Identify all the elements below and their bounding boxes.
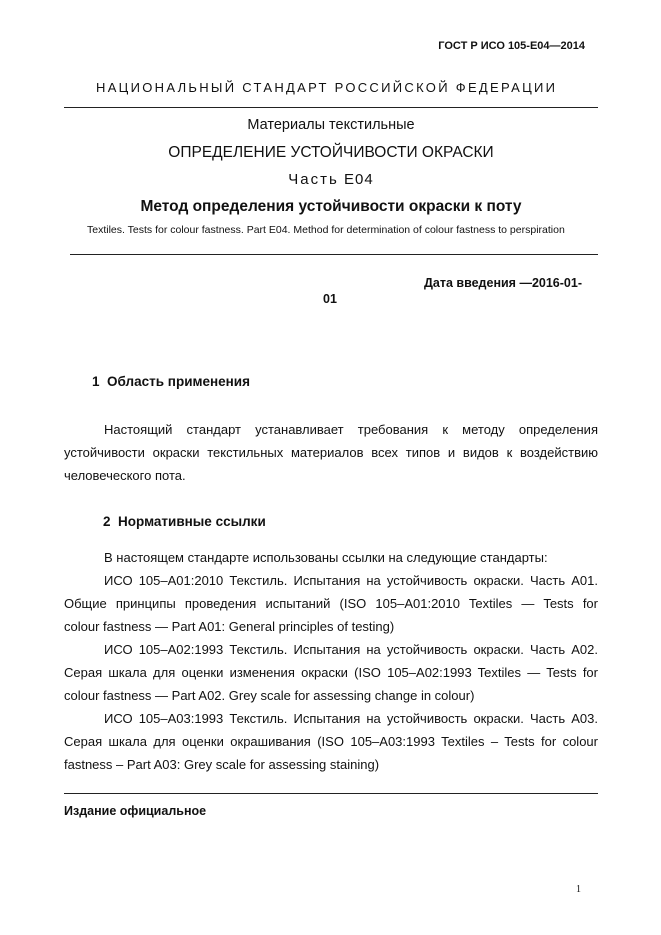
reference-3-line-3: fastness – Part A03: Grey scale for assessing staining) [64,757,380,772]
reference-1-line-3: colour fastness — Part A01: General principles of testing) [64,619,395,634]
section-2-intro: В настоящем стандарте использованы ссылки на следующие стандарты: [104,550,548,565]
reference-3-line-2: Серая шкала для оценки окрашивания (ISO 105–A03:1993 Textiles – Tests for colour [64,734,598,749]
section-1-number: 1 [92,374,100,389]
reference-1-line-2: Общие принципы проведения испытаний (ISO 105–A01:2010 Textiles — Tests for [64,596,598,611]
section-2-heading [103,514,266,529]
section-2-number: 2 [103,514,111,529]
title-materials: Материалы текстильные [247,117,415,133]
national-standard-heading: НАЦИОНАЛЬНЫЙ СТАНДАРТ РОССИЙСКОЙ ФЕДЕРАЦИИ [96,80,558,95]
reference-2-line-1: ИСО 105–A02:1993 Текстиль. Испытания на устойчивость окраски. Часть A02. [104,642,598,657]
section-1-title: Область применения [107,374,250,389]
page-number: 1 [576,884,581,895]
section-1-text: Настоящий стандарт устанавливает требования к методу определения устойчивости окраски текстильных материалов всех типов и видов к воздействию человеческого пота. [64,422,598,483]
footer-divider [64,793,598,794]
section-1-heading [92,374,250,389]
official-edition: Издание официальное [64,804,207,818]
section-2-title: Нормативные ссылки [118,514,266,529]
title-part-code: E04 [344,171,374,188]
reference-2-line-3: colour fastness — Part A02. Grey scale for assessing change in colour) [64,688,475,703]
title-divider [70,254,598,255]
title-part-label: Часть [288,171,339,188]
title-method: Метод определения устойчивости окраски к поту [140,198,522,215]
document-code: ГОСТ Р ИСО 105-E04—2014 [438,40,585,52]
reference-1-line-1: ИСО 105–A01:2010 Текстиль. Испытания на устойчивость окраски. Часть A01. [104,573,598,588]
header-divider [64,107,598,108]
reference-2-line-2: Серая шкала для оценки изменения окраски (ISO 105–A02:1993 Textiles — Tests for [64,665,598,680]
title-part [64,171,598,188]
reference-3-line-1: ИСО 105–A03:1993 Текстиль. Испытания на устойчивость окраски. Часть A03. [104,711,598,726]
title-english: Textiles. Tests for colour fastness. Part E04. Method for determination of colour fastness to perspiration [87,224,565,236]
intro-date-continued: 01 [323,292,337,306]
title-main: ОПРЕДЕЛЕНИЕ УСТОЙЧИВОСТИ ОКРАСКИ [168,144,494,161]
intro-date: Дата введения —2016-01- [424,276,582,290]
